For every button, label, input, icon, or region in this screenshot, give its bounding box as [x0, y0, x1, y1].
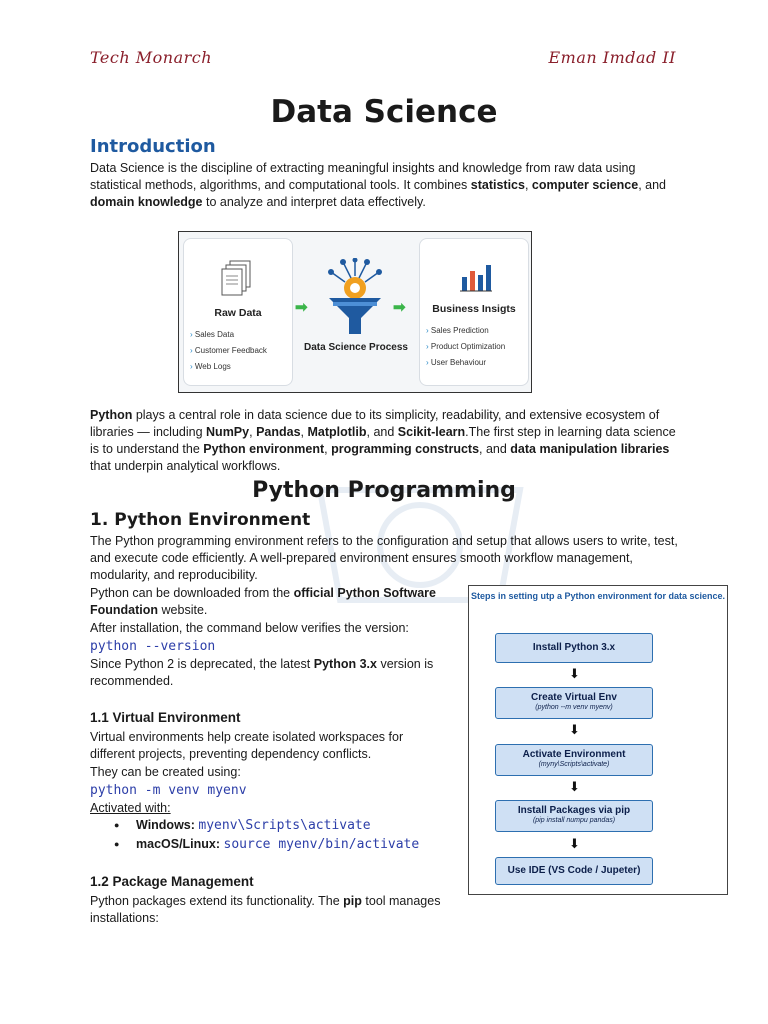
venv-paragraph: Virtual environments help create isolated workspaces for different projects, preventing dependency conflicts.	[90, 730, 404, 761]
raw-data-item: › Web Logs	[190, 359, 267, 375]
venv-created-text: They can be created using:	[90, 765, 241, 779]
venv-heading: 1.1 Virtual Environment	[90, 710, 241, 725]
activation-list	[90, 818, 460, 856]
raw-data-item: › Customer Feedback	[190, 343, 267, 359]
business-insights-item: › Product Optimization	[426, 339, 505, 355]
version-command: python --version	[90, 639, 216, 654]
business-insights-item: › User Behaviour	[426, 355, 505, 371]
business-insights-card	[419, 238, 529, 386]
step-label: Install Python 3.x	[532, 642, 616, 653]
step-label: Create Virtual Env	[531, 692, 617, 703]
arrow-down-icon: ⬇	[569, 666, 580, 681]
venv-command: python -m venv myenv	[90, 783, 247, 798]
setup-steps-diagram	[468, 585, 728, 895]
list-item: ● macOS/Linux: source myenv/bin/activate	[90, 837, 460, 856]
step-box	[495, 800, 653, 832]
step-label: Use IDE (VS Code / Jupeter)	[507, 865, 641, 876]
intro-heading: Introduction	[90, 136, 216, 157]
page-title: Data Science	[270, 94, 498, 130]
step-box	[495, 633, 653, 663]
raw-data-title: Raw Data	[214, 307, 262, 319]
section-title: Python Programming	[252, 478, 516, 503]
bar-chart-icon	[458, 259, 492, 293]
data-science-process-figure	[178, 231, 532, 393]
step-sublabel: (myny\Scripts\activate)	[538, 761, 610, 768]
activated-label: Activated with:	[90, 801, 171, 815]
step-sublabel: (pip install numpu pandas)	[532, 817, 616, 824]
pkg-paragraph: Python packages extend its functionality. The pip tool manages installations:	[90, 894, 441, 925]
step-box	[495, 687, 653, 719]
intro-paragraph: Data Science is the discipline of extracting meaningful insights and knowledge from raw data using statistical methods, algorithms, and computational tools. It combines statistics, computer science, and domain knowledge to analyze and interpret data effectively.	[90, 161, 667, 209]
header-right: Eman Imdad II	[548, 48, 676, 67]
arrow-down-icon: ⬇	[569, 779, 580, 794]
header-left: Tech Monarch	[90, 48, 213, 67]
pkg-heading: 1.2 Package Management	[90, 874, 254, 889]
deprecation-paragraph: Since Python 2 is deprecated, the latest Python 3.x version is recommended.	[90, 657, 434, 688]
verify-text: After installation, the command below verifies the version:	[90, 621, 409, 635]
process-label: Data Science Process	[304, 342, 408, 353]
step-box	[495, 744, 653, 776]
env-heading: 1. Python Environment	[90, 510, 311, 530]
raw-data-card	[183, 238, 293, 386]
business-insights-list	[426, 323, 505, 371]
list-item: ● Windows: myenv\Scripts\activate	[90, 818, 460, 837]
arrow-down-icon: ⬇	[569, 722, 580, 737]
env-paragraph: The Python programming environment refers to the configuration and setup that allows users to write, test, and execute code efficiently. A well-prepared environment ensures smooth workflow management, modularity, and reproducibility.	[90, 534, 678, 582]
step-label: Activate Environment	[522, 749, 626, 760]
arrow-right-icon: ➡	[295, 299, 308, 316]
step-box	[495, 857, 653, 885]
download-paragraph: Python can be downloaded from the official Python Software Foundation website.	[90, 586, 436, 617]
arrow-down-icon: ⬇	[569, 836, 580, 851]
step-label: Install Packages via pip	[517, 805, 631, 816]
raw-data-item: › Sales Data	[190, 327, 267, 343]
raw-data-list	[190, 327, 267, 375]
step-sublabel: (python --m venv myenv)	[535, 704, 613, 711]
business-insights-title: Business Insigts	[432, 303, 516, 315]
python-paragraph: Python plays a central role in data science due to its simplicity, readability, and extensive ecosystem of libraries — including NumPy, Pandas, Matplotlib, and Scikit-learn.The first step in learning data science is to understand the Python environment, programming constructs, and data manipulation libraries that underpin analytical workflows.	[90, 408, 676, 473]
diagram-title: Steps in setting utp a Python environment for data science.	[470, 591, 726, 601]
funnel-gear-icon	[323, 258, 387, 336]
business-insights-item: › Sales Prediction	[426, 323, 505, 339]
arrow-right-icon: ➡	[393, 299, 406, 316]
documents-icon	[220, 259, 256, 299]
